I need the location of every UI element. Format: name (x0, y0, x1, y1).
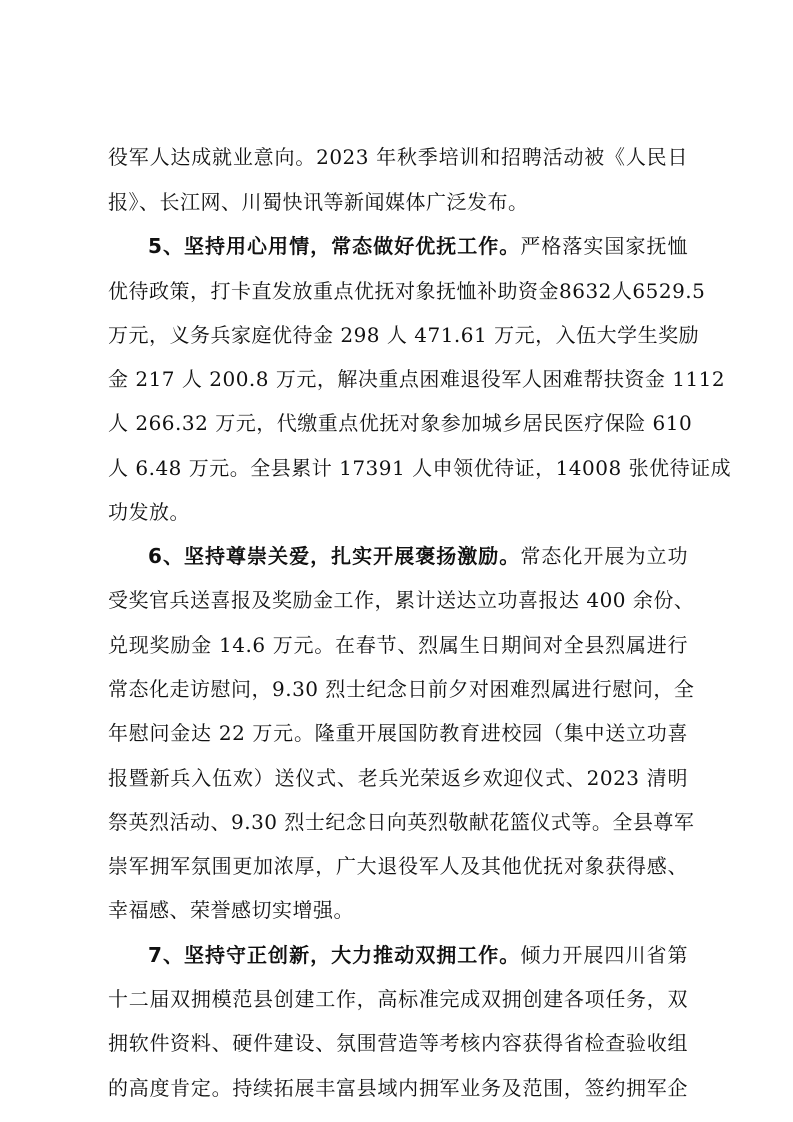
text-line: 金 217 人 200.8 万元，解决重点困难退役军人困难帮扶资金 1112 (108, 367, 726, 391)
text-line: 功发放。 (108, 500, 190, 524)
section-heading-7: 7、坚持守正创新，大力推动双拥工作。 (148, 943, 521, 967)
text-line: 崇军拥军氛围更加浓厚，广大退役军人及其他优抚对象获得感、 (108, 854, 688, 878)
text-line: 受奖官兵送喜报及奖励金工作，累计送达立功喜报达 400 余份、 (108, 588, 695, 612)
text-line: 人 266.32 万元，代缴重点优抚对象参加城乡居民医疗保险 610 (108, 411, 693, 435)
text-line: 拥软件资料、硬件建设、氛围营造等考核内容获得省检查验收组 (108, 1031, 688, 1055)
text-line: 的高度肯定。持续拓展丰富县域内拥军业务及范围，签约拥军企 (108, 1076, 688, 1100)
text-line: 十二届双拥模范县创建工作，高标准完成双拥创建各项任务，双 (108, 987, 688, 1011)
text-line: 役军人达成就业意向。2023 年秋季培训和招聘活动被《人民日 (108, 145, 688, 169)
text-segment: 倾力开展四川省第 (520, 943, 689, 967)
section-heading-5: 5、坚持用心用情，常态做好优抚工作。 (148, 234, 521, 258)
text-line: 年慰问金达 22 万元。隆重开展国防教育进校园（集中送立功喜 (108, 721, 688, 745)
text-line: 祭英烈活动、9.30 烈士纪念日向英烈敬献花篮仪式等。全县尊军 (108, 810, 695, 834)
text-line: 优待政策，打卡直发放重点优抚对象抚恤补助资金8632人6529.5 (108, 279, 706, 303)
text-line: 报暨新兵入伍欢）送仪式、老兵光荣返乡欢迎仪式、2023 清明 (108, 766, 688, 790)
text-segment: 常态化开展为立功 (520, 544, 689, 568)
text-segment: 严格落实国家抚恤 (520, 234, 689, 258)
section-heading-6: 6、坚持尊崇关爱，扎实开展褒扬激励。 (148, 544, 521, 568)
text-line: 人 6.48 万元。全县累计 17391 人申领优待证，14008 张优待证成 (108, 456, 732, 480)
paragraph-7-first-line (148, 935, 688, 975)
text-line: 兑现奖励金 14.6 万元。在春节、烈属生日期间对全县烈属进行 (108, 633, 688, 657)
paragraph-6-first-line (148, 536, 688, 576)
text-line: 万元，义务兵家庭优待金 298 人 471.61 万元，入伍大学生奖励 (108, 323, 700, 347)
text-line: 幸福感、荣誉感切实增强。 (108, 898, 354, 922)
text-line: 常态化走访慰问，9.30 烈士纪念日前夕对困难烈属进行慰问，全 (108, 677, 695, 701)
text-line: 报》、长江网、川蜀快讯等新闻媒体广泛发布。 (108, 190, 529, 214)
paragraph-5-first-line (148, 226, 688, 266)
